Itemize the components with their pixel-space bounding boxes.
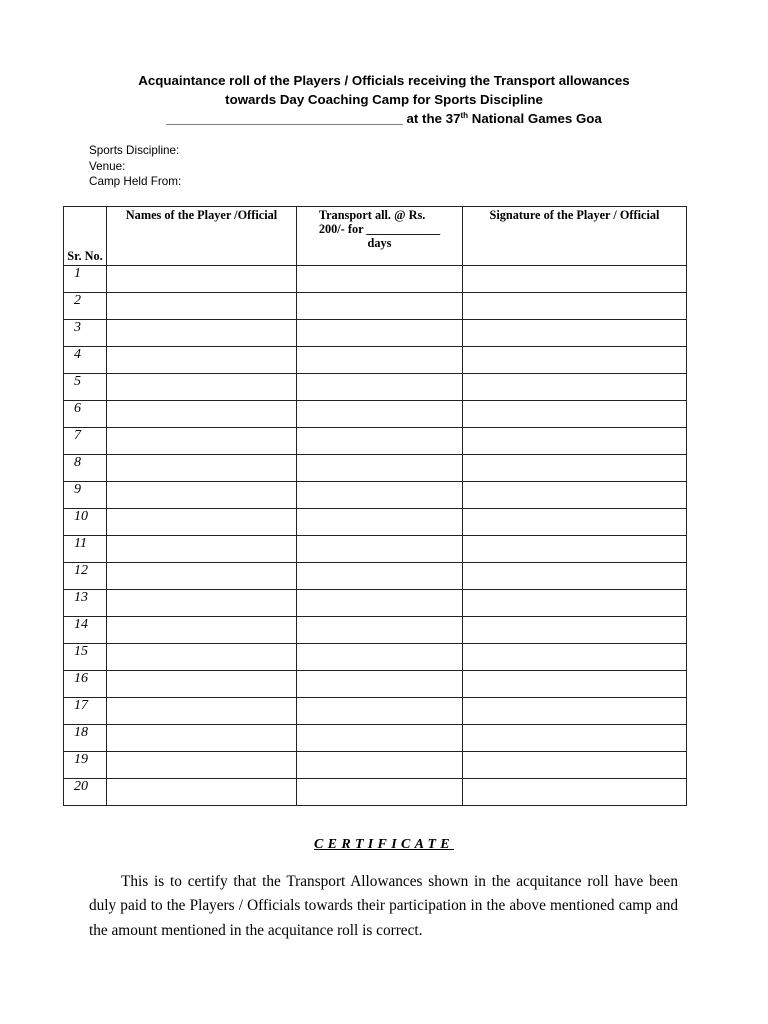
table-row xyxy=(64,428,687,455)
transport-cell[interactable] xyxy=(297,266,463,293)
header-transport-line-1: Transport all. @ Rs. xyxy=(318,208,426,222)
row-number: 1 xyxy=(64,266,107,293)
table-row xyxy=(64,779,687,806)
transport-cell[interactable] xyxy=(297,617,463,644)
row-number: 17 xyxy=(64,698,107,725)
title-line-3 xyxy=(60,109,708,128)
transport-cell[interactable] xyxy=(297,644,463,671)
name-cell[interactable] xyxy=(107,509,297,536)
row-number: 18 xyxy=(64,725,107,752)
table-body xyxy=(64,266,687,806)
row-number: 19 xyxy=(64,752,107,779)
signature-cell[interactable] xyxy=(463,509,687,536)
name-cell[interactable] xyxy=(107,482,297,509)
row-number: 4 xyxy=(64,347,107,374)
signature-cell[interactable] xyxy=(463,563,687,590)
name-cell[interactable] xyxy=(107,320,297,347)
transport-cell[interactable] xyxy=(297,725,463,752)
title-line-2: towards Day Coaching Camp for Sports Discipline xyxy=(225,92,543,107)
table-row xyxy=(64,617,687,644)
row-number: 5 xyxy=(64,374,107,401)
transport-cell[interactable] xyxy=(297,347,463,374)
signature-cell[interactable] xyxy=(463,347,687,374)
table-row xyxy=(64,590,687,617)
transport-cell[interactable] xyxy=(297,671,463,698)
row-number: 9 xyxy=(64,482,107,509)
name-cell[interactable] xyxy=(107,752,297,779)
row-number: 3 xyxy=(64,320,107,347)
row-number: 2 xyxy=(64,293,107,320)
table-row xyxy=(64,644,687,671)
name-cell[interactable] xyxy=(107,644,297,671)
title-prefix: at the 37 xyxy=(402,111,461,126)
table-row xyxy=(64,671,687,698)
name-cell[interactable] xyxy=(107,779,297,806)
transport-cell[interactable] xyxy=(297,428,463,455)
signature-cell[interactable] xyxy=(463,644,687,671)
name-cell[interactable] xyxy=(107,428,297,455)
row-number: 13 xyxy=(64,590,107,617)
table-row xyxy=(64,293,687,320)
camp-held-label: Camp Held From: xyxy=(89,175,182,188)
name-cell[interactable] xyxy=(107,725,297,752)
signature-cell[interactable] xyxy=(463,752,687,779)
transport-cell[interactable] xyxy=(297,455,463,482)
table-row xyxy=(64,698,687,725)
signature-cell[interactable] xyxy=(463,617,687,644)
signature-cell[interactable] xyxy=(463,482,687,509)
header-signature: Signature of the Player / Official xyxy=(463,207,687,266)
title-superscript: th xyxy=(460,111,469,120)
transport-cell[interactable] xyxy=(297,509,463,536)
table-row xyxy=(64,266,687,293)
name-cell[interactable] xyxy=(107,266,297,293)
row-number: 20 xyxy=(64,779,107,806)
transport-cell[interactable] xyxy=(297,779,463,806)
table-row xyxy=(64,536,687,563)
header-transport-line-3: days xyxy=(367,236,392,250)
table-header-row xyxy=(64,207,687,266)
signature-cell[interactable] xyxy=(463,779,687,806)
signature-cell[interactable] xyxy=(463,455,687,482)
certificate-text: This is to certify that the Transport Allowances shown in the acquitance roll have been duly paid to the Players / Officials towards their participation in the above mentioned camp and the amount mentioned in the acquitance roll is correct. xyxy=(89,873,678,939)
signature-cell[interactable] xyxy=(463,293,687,320)
row-number: 7 xyxy=(64,428,107,455)
signature-cell[interactable] xyxy=(463,428,687,455)
row-number: 12 xyxy=(64,563,107,590)
camp-details xyxy=(89,143,181,190)
table-row xyxy=(64,563,687,590)
signature-cell[interactable] xyxy=(463,590,687,617)
transport-cell[interactable] xyxy=(297,401,463,428)
transport-cell[interactable] xyxy=(297,752,463,779)
header-transport-allowance xyxy=(297,207,463,266)
table-row xyxy=(64,401,687,428)
row-number: 11 xyxy=(64,536,107,563)
acquaintance-roll-table xyxy=(63,206,687,806)
name-cell[interactable] xyxy=(107,698,297,725)
transport-cell[interactable] xyxy=(297,590,463,617)
transport-cell[interactable] xyxy=(297,563,463,590)
discipline-blank: ________________________________ xyxy=(166,111,403,126)
document-title xyxy=(60,71,708,128)
transport-cell[interactable] xyxy=(297,374,463,401)
signature-cell[interactable] xyxy=(463,725,687,752)
header-sr-no: Sr. No. xyxy=(64,207,107,266)
name-cell[interactable] xyxy=(107,374,297,401)
table-row xyxy=(64,509,687,536)
name-cell[interactable] xyxy=(107,617,297,644)
name-cell[interactable] xyxy=(107,590,297,617)
header-player-name: Names of the Player /Official xyxy=(107,207,297,266)
row-number: 10 xyxy=(64,509,107,536)
row-number: 14 xyxy=(64,617,107,644)
name-cell[interactable] xyxy=(107,347,297,374)
certificate-title: CERTIFICATE xyxy=(314,837,454,852)
name-cell[interactable] xyxy=(107,401,297,428)
table-row xyxy=(64,347,687,374)
table-row xyxy=(64,455,687,482)
row-number: 16 xyxy=(64,671,107,698)
signature-cell[interactable] xyxy=(463,671,687,698)
name-cell[interactable] xyxy=(107,455,297,482)
signature-cell[interactable] xyxy=(463,536,687,563)
row-number: 15 xyxy=(64,644,107,671)
name-cell[interactable] xyxy=(107,563,297,590)
table-row xyxy=(64,725,687,752)
name-cell[interactable] xyxy=(107,293,297,320)
row-number: 6 xyxy=(64,401,107,428)
name-cell[interactable] xyxy=(107,671,297,698)
venue-label: Venue: xyxy=(89,159,126,173)
signature-cell[interactable] xyxy=(463,374,687,401)
sports-discipline-label: Sports Discipline: xyxy=(89,144,180,157)
signature-cell[interactable] xyxy=(463,320,687,347)
signature-cell[interactable] xyxy=(463,698,687,725)
table-row xyxy=(64,482,687,509)
transport-cell[interactable] xyxy=(297,482,463,509)
signature-cell[interactable] xyxy=(463,266,687,293)
table-row xyxy=(64,320,687,347)
title-suffix: National Games Goa xyxy=(468,111,602,126)
transport-cell[interactable] xyxy=(297,320,463,347)
signature-cell[interactable] xyxy=(463,401,687,428)
row-number: 8 xyxy=(64,455,107,482)
name-cell[interactable] xyxy=(107,536,297,563)
transport-cell[interactable] xyxy=(297,698,463,725)
transport-cell[interactable] xyxy=(297,293,463,320)
table-row xyxy=(64,374,687,401)
title-line-1: Acquaintance roll of the Players / Officials receiving the Transport allowances xyxy=(138,73,630,88)
table-row xyxy=(64,752,687,779)
header-transport-line-2: 200/- for ____________ xyxy=(318,222,441,236)
transport-cell[interactable] xyxy=(297,536,463,563)
